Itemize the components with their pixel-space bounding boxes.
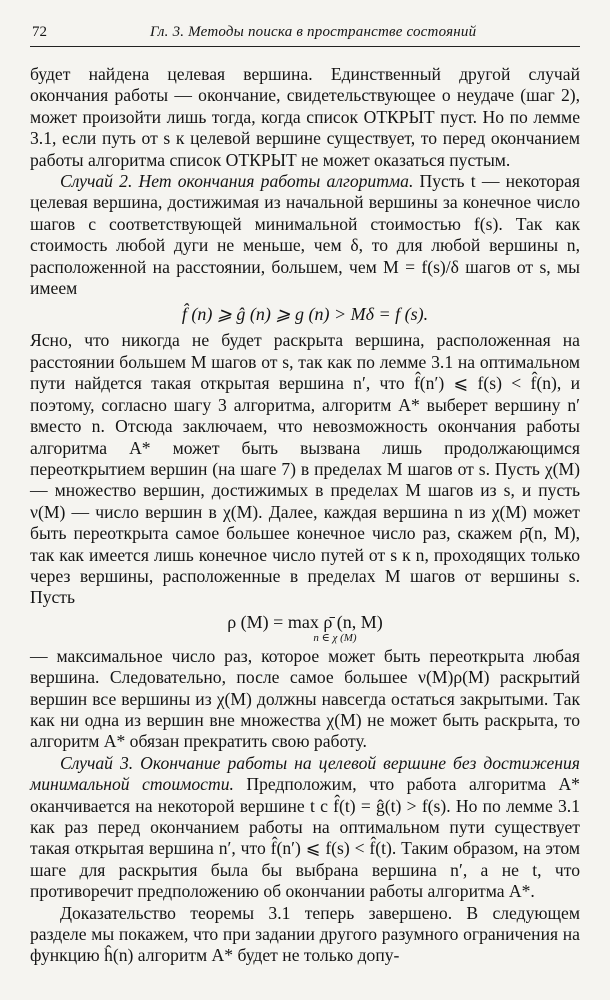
page-header (30, 22, 580, 47)
paragraph-case-2 (30, 171, 580, 299)
paragraph-6: Доказательство теоремы 3.1 теперь завершено. В следующем разделе мы покажем, что при задании другого разумного ограничения на функцию ĥ(n) алгоритм A* будет не только допу- (30, 902, 580, 966)
paragraph-3: Ясно, что никогда не будет раскрыта вершина, расположенная на расстоянии большем M шагов от s, так как по лемме 3.1 на оптимальном пути найдется такая открытая вершина n′, что f̂(n′) ⩽ f(s) < f̂(n), и поэтому, согласно шагу 3 алгоритма, алгоритм A* выберет вершину n′ вместо n. Отсюда заключаем, что невозможность окончания работы алгоритма A* может быть вызвана лишь продолжающимся переоткрытием вершин (на шаге 7) в пределах M шагов от s. Пусть χ(M) — множество вершин, достижимых в пределах M шагов из s, и пусть ν(M) — число вершин в χ(M). Далее, каждая вершина n из χ(M) может быть переоткрыта самое большее конечное число раз, скажем ρ̄(n, M), так как имеется лишь конечное число путей от s к n, проходящих только через вершины, расположенные в пределах M шагов от вершины s. Пусть (30, 330, 580, 608)
paragraph-case-3 (30, 753, 580, 903)
case-2-heading: Случай 2. Нет окончания работы алгоритма. (60, 171, 414, 192)
formula-rho-subscript: n ∈ χ (M) (313, 631, 357, 644)
case-2-text: Пусть t — некоторая целевая вершина, достижимая из начальной вершины за конечное число шагов с соответствующей минимальной стоимостью f(s). Так как стоимость любой дуги не меньше, чем δ, то для любой вершины n, расположенной на расстоянии, большем, чем M = f(s)/δ шагов от s, мы имеем (30, 171, 580, 299)
formula-inequality: f̂ (n) ⩾ ĝ (n) ⩾ g (n) > Mδ = f (s). (181, 304, 429, 325)
case-3-text: Предположим, что работа алгоритма A* оканчивается на некоторой вершине t с f̂(t) = ĝ(t) > f(s). Но по лемме 3.1 как раз перед окончанием работы на оптимальном пути существует такая открытая вершина n′, что f̂(n′) ⩽ f(s) < f̂(t). Таким образом, на этом шаге для раскрытия была бы выбрана вершина n′, а не t, что противоречит предположению об окончании работы алгоритма A*. (30, 774, 580, 902)
page-number: 72 (32, 24, 47, 40)
formula-rho-main: ρ (M) = max ρ̄ (n, M) (227, 611, 383, 632)
case-3-heading: Случай 3. Окончание работы на целевой вершине без достижения минимальной стоимости. (30, 752, 580, 795)
running-title: Гл. 3. Методы поиска в пространстве состояний (150, 24, 477, 40)
paragraph-4: — максимальное число раз, которое может быть переоткрыта любая вершина. Следовательно, после самое большее ν(M)ρ(M) раскрытий вершин все вершины из χ(M) должны навсегда остаться закрытыми. Так как ни одна из вершин вне множества χ(M) не может быть раскрыта, то алгоритм A* обязан прекратить свою работу. (30, 645, 580, 752)
body-text (30, 64, 580, 967)
formula-rho-max (30, 612, 580, 644)
paragraph-1: будет найдена целевая вершина. Единственный другой случай окончания работы — окончание, свидетельствующее о неудаче (шаг 2), может произойти лишь тогда, когда список ОТКРЫТ пуст. Но по лемме 3.1, если путь от s к целевой вершине существует, то перед окончанием работы алгоритма список ОТКРЫТ не может оказаться пустым. (30, 64, 580, 170)
